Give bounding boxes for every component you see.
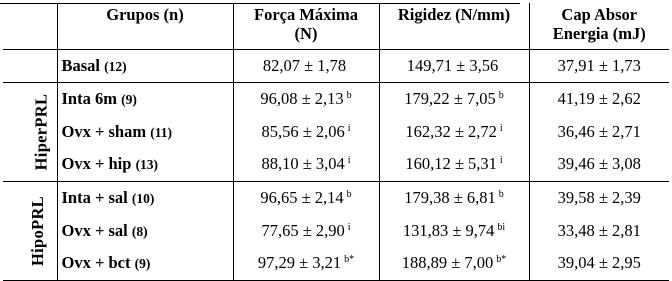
- forca-sup: i: [347, 155, 351, 167]
- rigidez-value: [379, 181, 529, 214]
- group-name: [57, 49, 233, 82]
- table-row: [3, 247, 669, 280]
- group-n: (10): [131, 190, 155, 206]
- header-grupos: Grupos (n): [57, 3, 233, 49]
- table-row: [3, 181, 669, 214]
- group-label: Ovx + sal: [61, 220, 128, 240]
- group-n: (13): [135, 157, 159, 173]
- group-label: Inta + sal: [61, 187, 128, 207]
- forca-value: [233, 115, 379, 148]
- rigidez-text: 179,38 ± 6,81: [404, 187, 496, 207]
- forca-text: 96,08 ± 2,13: [260, 88, 344, 108]
- forca-value: [233, 247, 379, 280]
- rigidez-sup: b: [498, 188, 504, 200]
- forca-text: 97,29 ± 3,21: [257, 253, 342, 273]
- section-cell-empty: [3, 49, 57, 82]
- group-n: (9): [121, 91, 137, 107]
- rigidez-text: 179,22 ± 7,05: [404, 88, 496, 108]
- forca-value: [233, 148, 379, 181]
- forca-text: 96,65 ± 2,14: [260, 187, 344, 207]
- forca-sup: b*: [344, 254, 355, 266]
- section-hiperprl: [3, 82, 57, 181]
- header-energia-line2: Energia (mJ): [552, 24, 646, 43]
- rigidez-sup: b: [498, 89, 504, 101]
- header-row: [3, 3, 669, 49]
- rigidez-sup: bi: [497, 221, 506, 233]
- rigidez-text: 149,71 ± 3,56: [406, 55, 499, 75]
- group-label: Ovx + bct: [61, 253, 131, 273]
- forca-value: [233, 181, 379, 214]
- rigidez-text: 131,83 ± 9,74: [402, 220, 495, 240]
- rigidez-value: [379, 49, 529, 82]
- rigidez-value: [379, 115, 529, 148]
- rigidez-text: 162,32 ± 2,72: [405, 121, 497, 141]
- header-forca-line2: (N): [294, 24, 318, 43]
- group-n: (8): [131, 223, 148, 239]
- energia-value: 39,58 ± 2,39: [557, 187, 641, 207]
- forca-text: 77,65 ± 2,90: [261, 220, 345, 240]
- forca-value: [233, 49, 379, 82]
- group-name: [57, 148, 233, 181]
- group-label: Inta 6m: [61, 88, 117, 108]
- energia-value: 37,91 ± 1,73: [529, 49, 669, 82]
- section-label-hiperprl: HiperPRL: [31, 93, 51, 170]
- forca-text: 82,07 ± 1,78: [262, 55, 347, 75]
- rigidez-value: [379, 148, 529, 181]
- energia-value: 39,04 ± 2,95: [529, 247, 669, 280]
- header-forca-line1: Força Máxima: [253, 5, 358, 24]
- forca-sup: i: [347, 122, 351, 134]
- group-n: (11): [150, 124, 172, 140]
- table-row: [3, 214, 669, 247]
- table-row: [3, 148, 669, 181]
- forca-text: 88,10 ± 3,04: [261, 154, 345, 174]
- header-forca-maxima: [233, 3, 379, 49]
- table-row: [3, 82, 669, 115]
- energia-value: 39,46 ± 3,08: [529, 148, 669, 181]
- group-name: [57, 247, 233, 280]
- group-name: [57, 214, 233, 247]
- rigidez-value: [379, 247, 529, 280]
- forca-value: [233, 214, 379, 247]
- rigidez-text: 160,12 ± 5,31: [405, 154, 497, 174]
- energia-value: 36,46 ± 2,71: [557, 121, 641, 141]
- energia-value: 41,19 ± 2,62: [557, 88, 641, 108]
- section-hipoprl: [3, 181, 57, 280]
- rigidez-sup: i: [499, 122, 503, 134]
- rigidez-sup: b*: [496, 254, 507, 266]
- rigidez-value: [379, 82, 529, 115]
- group-n: (12): [104, 58, 127, 74]
- group-name: [57, 181, 233, 214]
- group-n: (9): [134, 256, 151, 272]
- forca-sup: i: [347, 221, 351, 233]
- group-label: Basal: [61, 55, 101, 75]
- rigidez-sup: i: [499, 155, 503, 167]
- group-label: Ovx + sham: [61, 121, 147, 141]
- header-energia-line1: Cap Absor: [561, 5, 638, 24]
- group-name: [57, 115, 233, 148]
- rigidez-text: 188,89 ± 7,00: [401, 253, 494, 273]
- forca-sup: b: [346, 188, 352, 200]
- forca-value: [233, 82, 379, 115]
- header-energia: [529, 3, 669, 49]
- forca-text: 85,56 ± 2,06: [261, 121, 345, 141]
- energia-value: 33,48 ± 2,81: [557, 220, 641, 240]
- section-label-hipoprl: HipoPRL: [27, 195, 47, 266]
- header-blank-cell: [3, 3, 57, 49]
- table-row-basal: [3, 49, 669, 82]
- table-row: [3, 115, 669, 148]
- header-rigidez: Rigidez (N/mm): [379, 3, 529, 49]
- forca-sup: b: [346, 89, 352, 101]
- biomechanics-table: [3, 3, 669, 281]
- group-name: [57, 82, 233, 115]
- rigidez-value: [379, 214, 529, 247]
- group-label: Ovx + hip: [61, 154, 132, 174]
